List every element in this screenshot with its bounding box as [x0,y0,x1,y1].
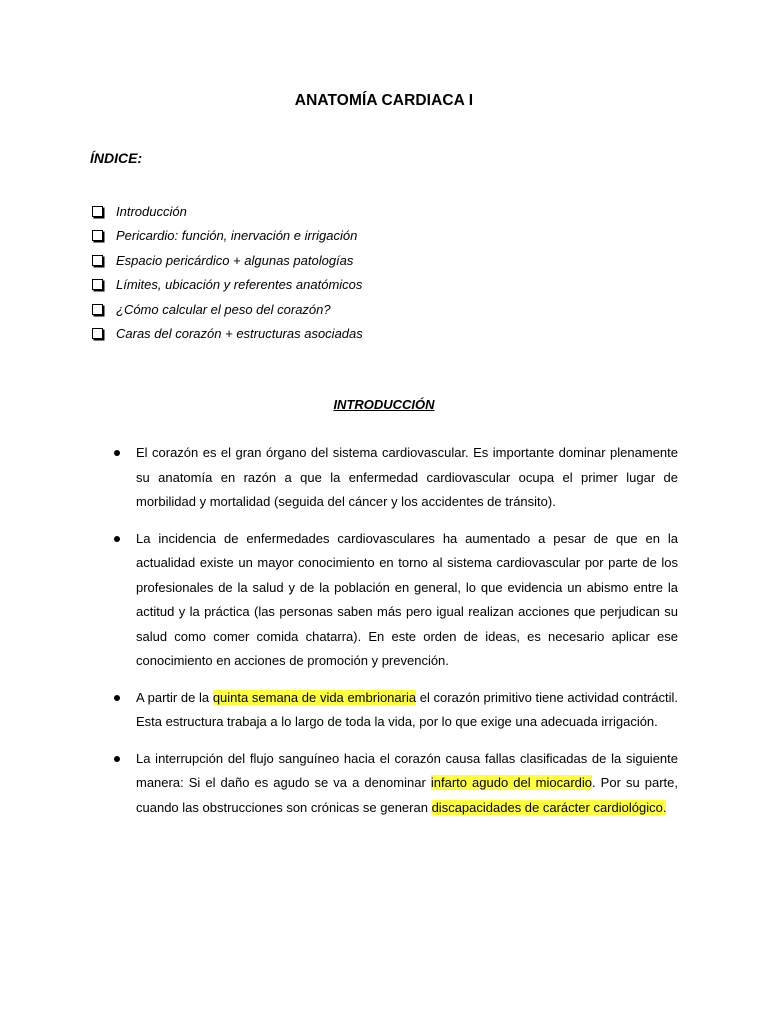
bullet-text: . Por su parte, cuando las obstrucciones son crónicas se generan [136,775,678,815]
index-list [90,199,363,346]
bullet-text: A partir de la [136,689,213,705]
index-item-label: Pericardio: función, inervación e irrigación [116,228,358,244]
index-item [90,224,363,249]
highlighted-text: infarto agudo del miocardio [430,775,593,790]
bullet-paragraph [112,441,678,515]
index-item-label: ¿Cómo calcular el peso del corazón? [116,301,331,317]
bullet-text: el corazón primitivo tiene actividad contráctil. Esta estructura trabaja a lo largo de toda la vida, por lo que exige una adecuada irrigación. [136,689,678,729]
bullet-paragraph [112,747,678,821]
introduction-bullet-list [112,441,678,832]
index-item-label: Espacio pericárdico + algunas patologías [116,252,354,268]
index-item [90,199,363,224]
bullet-icon [114,536,120,542]
checkbox-icon [92,328,103,339]
bullet-paragraph [112,686,678,735]
checkbox-icon [92,279,103,290]
index-item-label: Introducción [116,203,187,219]
bullet-text: La incidencia de enfermedades cardiovasculares ha aumentado a pesar de que en la actualidad existe un mayor conocimiento en torno al sistema cardiovascular por parte de los profesionales de la salud y de la población en general, lo que evidencia un abismo entre la actitud y la práctica (las personas saben más pero igual realizan acciones que perjudican su salud como comer comida chatarra). En este orden de ideas, es necesario aplicar ese conocimiento en acciones de promoción y prevención. [136,530,678,668]
bullet-icon [114,450,120,456]
index-item [90,273,363,298]
checkbox-icon [92,230,103,241]
bullet-text: El corazón es el gran órgano del sistema cardiovascular. Es importante dominar plenamente su anatomía en razón a que la enfermedad cardiovascular ocupa el primer lugar de morbilidad y mortalidad (seguida del cáncer y los accidentes de tránsito). [136,445,678,509]
highlighted-text: quinta semana de vida embrionaria [212,689,417,705]
bullet-text: La interrupción del flujo sanguíneo hacia el corazón causa fallas clasificadas de la siguiente manera: Si el daño es agudo se va a denominar [136,750,678,790]
index-item-label: Límites, ubicación y referentes anatómicos [116,277,363,293]
checkbox-icon [92,206,103,217]
index-heading: ÍNDICE: [90,150,143,166]
bullet-paragraph [112,527,678,674]
index-item [90,322,363,347]
index-item-label: Caras del corazón + estructuras asociadas [116,326,363,342]
checkbox-icon [92,304,103,315]
section-heading-introduccion: INTRODUCCIÓN [333,397,435,412]
checkbox-icon [92,255,103,266]
bullet-icon [114,695,120,701]
index-item [90,297,363,322]
index-item [90,248,363,273]
bullet-icon [114,756,120,762]
highlighted-text: discapacidades de carácter cardiológico. [431,799,667,815]
document-title: ANATOMÍA CARDIACA I [294,92,474,109]
